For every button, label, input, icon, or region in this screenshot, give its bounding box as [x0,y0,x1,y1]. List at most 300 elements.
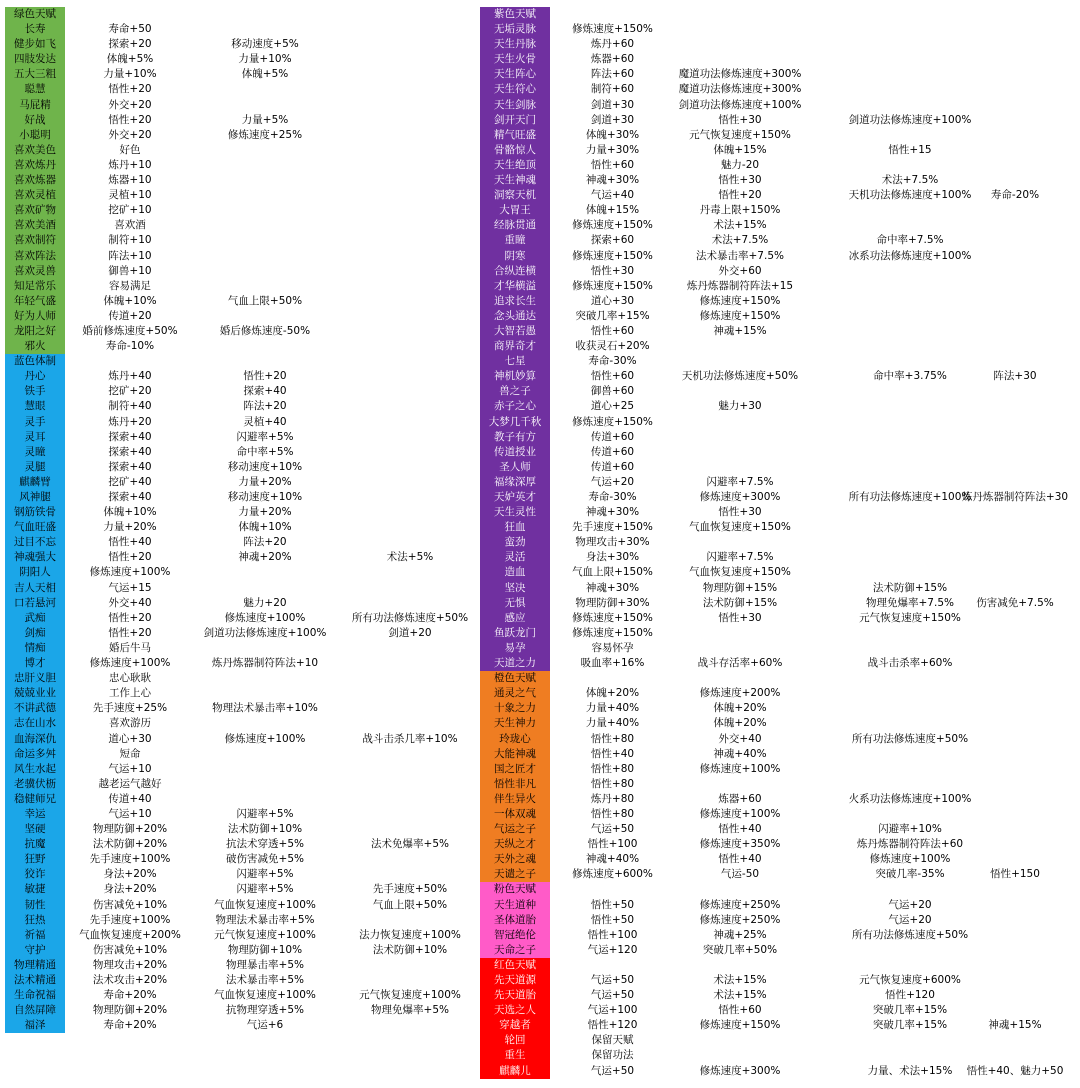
talent-effect: 炼丹炼器制符阵法+30 [961,491,1069,503]
talent-effect: 元气恢复速度+150% [689,128,791,141]
talent-effect: 神魂+40% [585,853,640,866]
talent-effect: 气运+20 [888,913,932,926]
talent-effect: 悟性+40 [718,823,762,836]
talent-row [480,596,1080,611]
talent-effect: 保留天赋 [591,1034,634,1047]
talent-row [480,581,1080,596]
talent-effect: 悟性+40 [718,853,762,866]
talent-effect: 命中率+3.75% [873,370,947,383]
talent-row [480,867,1080,882]
talent-effect: 制符+40 [108,400,152,413]
talent-effect: 破伤害减免+5% [226,853,304,866]
talent-effect: 修炼速度+150% [572,249,653,262]
talent-effect: 传道+60 [590,430,635,443]
talent-name: 商界奇才 [480,339,550,354]
talent-row [5,867,475,882]
tier-header: 红色天赋 [480,958,550,973]
talent-row [5,399,475,414]
talent-effect: 物理防御+30% [575,596,650,609]
talent-effect: 物理防御+10% [227,943,303,956]
talent-row [480,188,1080,203]
talent-effect: 术法+7.5% [711,234,769,247]
talent-effect: 悟性+40、魅力+50 [966,1064,1064,1077]
talent-effect: 修炼速度+100% [89,657,171,670]
talent-effect: 魅力+30 [718,400,762,413]
talent-effect: 气运+40 [590,189,635,202]
talent-row [5,203,475,218]
talent-name: 抗魔 [5,837,65,852]
talent-name: 无惧 [480,596,550,611]
tier-header: 蓝色体制 [5,354,65,369]
talent-effect: 探索+40 [243,385,287,398]
talent-effect: 先手速度+25% [92,702,168,715]
talent-name: 过目不忘 [5,535,65,550]
talent-name: 天生灵性 [480,505,550,520]
talent-effect: 法术攻击+20% [92,974,168,986]
talent-name: 铁手 [5,384,65,399]
talent-effect: 力量、术法+15% [867,1064,953,1077]
talent-effect: 喜欢游历 [109,717,151,730]
talent-name: 剑开天门 [480,113,550,128]
talent-row [480,988,1080,1003]
talent-effect: 剑道功法修炼速度+100% [678,98,802,111]
talent-effect: 阵法+30 [993,370,1037,383]
talent-effect: 容易满足 [109,279,151,292]
talent-effect: 物理防御+15% [702,581,778,594]
talent-effect: 吸血率+16% [580,657,645,670]
talent-name: 吉人天相 [5,581,65,596]
talent-name: 天生火骨 [480,52,550,67]
talent-effect: 火系功法修炼速度+100% [848,792,972,805]
talent-row [480,686,1080,701]
talent-row [480,22,1080,37]
talent-name: 情痴 [5,641,65,656]
talent-effect: 修炼速度+300% [699,1064,781,1077]
talent-effect: 收获灵石+20% [575,340,650,353]
talent-effect: 气运+50 [590,823,635,836]
talent-row [480,324,1080,339]
talent-effect: 炼器+60 [718,792,762,805]
talent-row [480,626,1080,641]
talent-effect: 体魄+20% [713,702,767,715]
talent-effect: 物理免爆率+7.5% [866,596,954,609]
talent-name: 物理精通 [5,958,65,973]
talent-effect: 修炼速度+100% [89,566,171,579]
talent-row [480,1033,1080,1048]
talent-effect: 闪避率+5% [236,430,294,443]
talent-row [480,430,1080,445]
talent-name: 天生丹脉 [480,37,550,52]
talent-effect: 所有功法修炼速度+50% [851,928,969,941]
talent-name: 稳健师兄 [5,792,65,807]
talent-row [5,173,475,188]
talent-effect: 炼器+60 [590,53,635,66]
talent-row [5,898,475,913]
talent-effect: 炼丹炼器制符阵法+10 [211,657,319,670]
talent-name: 血海深仇 [5,732,65,747]
talent-name: 天纵之才 [480,837,550,852]
talent-effect: 气运+15 [108,581,152,594]
talent-effect: 气运+50 [590,989,635,1002]
tier-header-row [5,354,475,369]
talent-row [5,807,475,822]
talent-effect: 力量+20% [103,521,157,534]
talent-effect: 容易怀孕 [591,641,634,654]
talent-effect: 神魂+30% [585,174,640,187]
talent-row [5,22,475,37]
talent-effect: 探索+40 [108,491,152,503]
talent-effect: 悟性+20 [108,611,152,624]
talent-name: 兽之子 [480,384,550,399]
talent-name: 天命之子 [480,943,550,958]
talent-effect: 气运+10 [108,762,152,775]
talent-row [480,656,1080,671]
talent-name: 丹心 [5,369,65,384]
talent-effect: 冰系功法修炼速度+100% [848,249,972,262]
talent-effect: 突破几率+15% [575,309,650,322]
talent-name: 喜欢灵兽 [5,264,65,279]
talent-row [5,98,475,113]
talent-name: 马屁精 [5,98,65,113]
talent-row [480,1048,1080,1063]
talent-name: 兢兢业业 [5,686,65,701]
talent-effect: 术法+15% [713,219,767,232]
talent-name: 圣人师 [480,460,550,475]
talent-effect: 悟性+100 [587,838,638,851]
talent-effect: 气血恢复速度+200% [79,928,181,941]
talent-row [480,565,1080,580]
talent-effect: 悟性+15 [888,143,932,156]
talent-effect: 术法+5% [386,551,434,564]
talent-effect: 物理攻击+30% [575,536,650,549]
talent-name: 先天道源 [480,973,550,988]
talent-effect: 物理法术暴击率+5% [215,913,315,926]
talent-name: 气血旺盛 [5,520,65,535]
talent-row [480,641,1080,656]
talent-effect: 道心+30 [108,732,152,745]
talent-name: 玲珑心 [480,732,550,747]
talent-effect: 悟性+20 [108,113,152,126]
talent-row [480,98,1080,113]
talent-row [480,128,1080,143]
talent-effect: 体魄+15% [713,143,767,156]
talent-name: 智冠绝伦 [480,928,550,943]
talent-effect: 闪避率+5% [236,883,294,896]
talent-row [5,113,475,128]
tier-header-row [480,882,1080,897]
talent-effect: 神魂+25% [713,928,767,941]
talent-row [480,309,1080,324]
talent-effect: 体魄+15% [585,204,640,217]
talent-effect: 元气恢复速度+150% [859,611,961,624]
talent-effect: 力量+10% [238,53,292,66]
talent-effect: 闪避率+5% [236,868,294,881]
talent-effect: 悟性+40 [590,747,635,760]
talent-effect: 气血恢复速度+150% [689,566,791,579]
talent-effect: 悟性+20 [108,626,152,639]
talent-effect: 神魂+15% [988,1019,1042,1032]
talent-effect: 悟性+80 [590,777,635,790]
tier-header: 绿色天赋 [5,7,65,22]
talent-effect: 悟性+20 [718,189,762,202]
talent-row [480,1064,1080,1079]
talent-effect: 身法+20% [103,883,157,896]
talent-effect: 气运+20 [888,898,932,911]
talent-row [5,67,475,82]
talent-name: 喜欢炼器 [5,173,65,188]
talent-name: 精气旺盛 [480,128,550,143]
talent-name: 十象之力 [480,701,550,716]
talent-row [480,1003,1080,1018]
talent-name: 小聪明 [5,128,65,143]
talent-effect: 法术免爆率+5% [371,838,449,851]
talent-row [5,686,475,701]
talent-effect: 御兽+60 [590,385,635,398]
talent-name: 赤子之心 [480,399,550,414]
talent-effect: 悟性+150 [990,868,1040,881]
talent-effect: 先手速度+100% [89,913,171,926]
talent-effect: 灵植+40 [243,415,287,428]
talent-effect: 气运+120 [587,943,638,956]
talent-row [5,249,475,264]
talent-effect: 修炼速度+600% [572,868,653,881]
talent-effect: 工作上心 [109,687,151,700]
talent-effect: 修炼速度+150% [572,626,653,639]
talent-name: 灵腿 [5,460,65,475]
talent-name: 七星 [480,354,550,369]
talent-row [5,550,475,565]
tier-header-row [480,7,1080,22]
talent-effect: 命中率+7.5% [876,234,944,247]
talent-row [5,52,475,67]
talent-name: 大智若愚 [480,324,550,339]
talent-effect: 力量+40% [585,717,640,730]
talent-effect: 忠心耿耿 [109,672,151,685]
talent-effect: 悟性+50 [590,898,635,911]
talent-row [480,701,1080,716]
talent-name: 教子有方 [480,430,550,445]
talent-row [480,264,1080,279]
talent-name: 知足常乐 [5,279,65,294]
talent-name: 麒麟臂 [5,475,65,490]
talent-effect: 先手速度+150% [572,521,653,534]
talent-effect: 抗法术穿透+5% [226,838,304,851]
talent-name: 风神腿 [5,490,65,505]
talent-effect: 先手速度+100% [89,853,171,866]
talent-name: 四肢发达 [5,52,65,67]
talent-effect: 法力恢复速度+100% [359,928,461,941]
talent-effect: 悟性+60 [590,158,635,171]
talent-name: 造血 [480,565,550,580]
talent-name: 轮回 [480,1033,550,1048]
talent-row [480,777,1080,792]
talent-name: 钢筋铁骨 [5,505,65,520]
talent-effect: 挖矿+40 [108,475,152,488]
talent-row [5,943,475,958]
talent-row [5,1018,475,1033]
talent-row [480,143,1080,158]
talent-row [5,747,475,762]
talent-row [480,762,1080,777]
talent-effect: 灵植+10 [108,189,152,202]
talent-effect: 越老运气越好 [98,777,162,790]
talent-effect: 力量+20% [238,506,292,519]
talent-name: 长寿 [5,22,65,37]
talent-name: 天生道种 [480,898,550,913]
talent-effect: 外交+40 [718,732,762,745]
talent-effect: 命中率+5% [236,445,294,458]
talent-name: 灵活 [480,550,550,565]
talent-name: 慧眼 [5,399,65,414]
talent-row [480,37,1080,52]
talent-effect: 移动速度+10% [227,460,303,473]
talent-effect: 炼丹+80 [590,792,635,805]
talent-effect: 剑道+30 [590,113,635,126]
talent-name: 幸运 [5,807,65,822]
talent-effect: 外交+20 [108,128,152,141]
talent-row [5,596,475,611]
talent-row [480,354,1080,369]
talent-effect: 所有功法修炼速度+100% [848,491,972,503]
talent-effect: 修炼速度+100% [869,853,951,866]
talent-name: 大梦几千秋 [480,415,550,430]
talent-name: 喜欢美色 [5,143,65,158]
talent-name: 邪火 [5,339,65,354]
talent-row [5,369,475,384]
talent-row [480,233,1080,248]
talent-name: 守护 [5,943,65,958]
talent-name: 灵手 [5,415,65,430]
talent-name: 经脉贯通 [480,218,550,233]
talent-name: 传道授业 [480,445,550,460]
talent-effect: 外交+40 [108,596,152,609]
talent-effect: 所有功法修炼速度+50% [851,732,969,745]
talent-name: 龙阳之好 [5,324,65,339]
talent-effect: 悟性+30 [718,611,762,624]
talent-name: 坚决 [480,581,550,596]
talent-effect: 天机功法修炼速度+50% [681,370,799,383]
talent-effect: 传道+60 [590,445,635,458]
talent-effect: 修炼速度+250% [699,898,781,911]
talent-row [480,173,1080,188]
talent-row [5,339,475,354]
talent-effect: 神魂+40% [713,747,767,760]
talent-effect: 突破几率+15% [872,1004,948,1017]
talent-effect: 喜欢酒 [114,219,146,232]
talent-effect: 传道+60 [590,460,635,473]
talent-name: 博才 [5,656,65,671]
tier-header-row [480,671,1080,686]
talent-effect: 保留功法 [591,1049,634,1062]
talent-effect: 气运+50 [590,974,635,986]
talent-row [480,852,1080,867]
talent-effect: 悟性+50 [590,913,635,926]
talent-row [480,792,1080,807]
talent-name: 先天道胎 [480,988,550,1003]
talent-row [5,792,475,807]
talent-row [480,399,1080,414]
talent-row [5,988,475,1003]
talent-effect: 术法+15% [713,989,767,1002]
talent-effect: 闪避率+10% [878,823,942,836]
talent-name: 福缘深厚 [480,475,550,490]
talent-name: 神魂强大 [5,550,65,565]
talent-effect: 气运+20 [590,475,635,488]
talent-effect: 悟性+30 [590,264,635,277]
talent-row [5,958,475,973]
talent-name: 一体双魂 [480,807,550,822]
talent-name: 五大三粗 [5,67,65,82]
talent-effect: 探索+20 [108,38,152,51]
talent-name: 天外之魂 [480,852,550,867]
talent-effect: 悟性+80 [590,807,635,820]
talent-name: 国之匠才 [480,762,550,777]
talent-row [5,837,475,852]
talent-effect: 阵法+20 [243,400,287,413]
talent-effect: 物理法术暴击率+10% [212,702,318,715]
talent-row [480,113,1080,128]
talent-effect: 所有功法修炼速度+50% [351,611,469,624]
talent-effect: 神魂+30% [585,581,640,594]
talent-effect: 探索+60 [590,234,635,247]
talent-row [5,626,475,641]
talent-row [480,535,1080,550]
talent-row [5,309,475,324]
talent-effect: 气血上限+50% [372,898,448,911]
talent-row [5,716,475,731]
talent-effect: 神魂+20% [238,551,292,564]
talent-row [5,188,475,203]
talent-effect: 天机功法修炼速度+100% [848,189,972,202]
talent-effect: 外交+60 [718,264,762,277]
talent-effect: 悟性+80 [590,732,635,745]
talent-effect: 体魄+10% [238,521,292,534]
talent-effect: 伤害减免+10% [92,943,168,956]
talent-effect: 力量+10% [103,68,157,81]
talent-row [5,143,475,158]
talent-name: 天妒英才 [480,490,550,505]
talent-row [480,52,1080,67]
talent-effect: 身法+30% [585,551,640,564]
talent-name: 灵瞳 [5,445,65,460]
talent-row [480,550,1080,565]
talent-effect: 体魄+5% [106,53,154,66]
talent-effect: 魔道功法修炼速度+300% [678,68,802,81]
talent-row [480,520,1080,535]
talent-effect: 体魄+20% [585,687,640,700]
talent-row [5,128,475,143]
talent-effect: 先手速度+50% [372,883,448,896]
talent-effect: 战斗击杀率+60% [867,657,953,670]
talent-effect: 气运+50 [590,1064,635,1077]
talent-effect: 闪避率+7.5% [706,475,774,488]
talent-row [480,1018,1080,1033]
talent-row [5,732,475,747]
talent-effect: 炼丹+10 [108,158,152,171]
talent-name: 好为人师 [5,309,65,324]
talent-effect: 修炼速度+150% [572,279,653,292]
talent-name: 敏捷 [5,882,65,897]
talent-effect: 悟性+40 [108,536,152,549]
talent-effect: 修炼速度+350% [699,838,781,851]
talent-effect: 短命 [119,747,141,760]
talent-effect: 婚后修炼速度-50% [219,324,311,337]
talent-name: 喜欢阵法 [5,249,65,264]
talent-name: 天生绝顶 [480,158,550,173]
talent-effect: 体魄+10% [103,294,157,307]
talent-name: 福泽 [5,1018,65,1033]
talent-effect: 剑道功法修炼速度+100% [848,113,972,126]
